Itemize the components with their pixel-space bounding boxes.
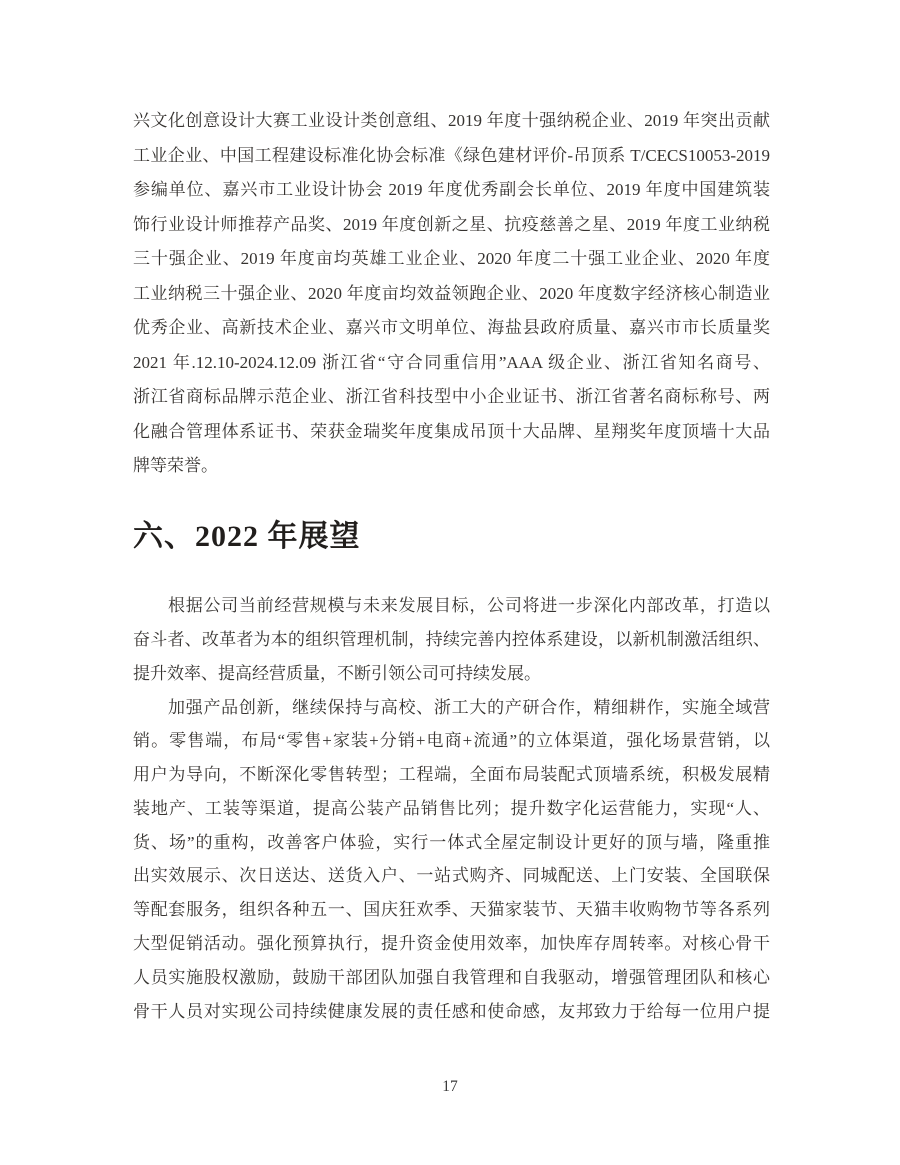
- text-line: 用户为导向，不断深化零售转型；工程端，全面布局装配式顶墙系统，积极发展精: [133, 765, 770, 785]
- text-line: 工业企业、中国工程建设标准化协会标准《绿色建材评价-吊顶系 T/CECS10053-2019: [133, 145, 770, 165]
- text-line: 浙江省商标品牌示范企业、浙江省科技型中小企业证书、浙江省著名商标称号、两: [133, 387, 770, 406]
- text-line: 优秀企业、高新技术企业、嘉兴市文明单位、海盐县政府质量、嘉兴市市长质量奖: [133, 318, 770, 337]
- text-line: 饰行业设计师推荐产品奖、2019 年度创新之星、抗疫慈善之星、2019 年度工业纳税: [133, 214, 770, 234]
- text-line: 骨干人员对实现公司持续健康发展的责任感和使命感，友邦致力于给每一位用户提: [133, 1001, 770, 1021]
- text-line: 加强产品创新，继续保持与高校、浙工大的产研合作，精细耕作，实施全域营: [168, 697, 770, 717]
- text-line: 牌等荣誉。: [133, 456, 218, 475]
- text-line: 2021 年.12.10-2024.12.09 浙江省“守合同重信用”AAA 级企业、浙江省知名商号、: [133, 352, 770, 372]
- paragraph-outlook-strategy: [133, 691, 770, 1029]
- text-line: 根据公司当前经营规模与未来发展目标，公司将进一步深化内部改革，打造以: [168, 595, 770, 615]
- section-heading: 六、2022 年展望: [133, 519, 361, 553]
- paragraph-outlook-overview: [133, 589, 770, 691]
- text-line: 人员实施股权激励，鼓励干部团队加强自我管理和自我驱动，增强管理团队和核心: [133, 967, 770, 987]
- text-line: 化融合管理体系证书、荣获金瑞奖年度集成吊顶十大品牌、星翔奖年度顶墙十大品: [133, 421, 770, 441]
- text-line: 货、场”的重构，改善客户体验，实行一体式全屋定制设计更好的顶与墙，隆重推: [133, 832, 770, 852]
- paragraph-honors-continued: [133, 104, 770, 484]
- text-line: 三十强企业、2019 年度亩均英雄工业企业、2020 年度二十强工业企业、2020 年度: [133, 249, 770, 268]
- text-line: 提升效率、提高经营质量，不断引领公司可持续发展。: [133, 663, 541, 683]
- text-line: 销。零售端，布局“零售+家装+分销+电商+流通”的立体渠道，强化场景营销，以: [133, 731, 770, 751]
- text-line: 出实效展示、次日送达、送货入户、一站式购齐、同城配送、上门安装、全国联保: [133, 866, 770, 886]
- text-line: 奋斗者、改革者为本的组织管理机制，持续完善内控体系建设，以新机制激活组织、: [133, 629, 770, 649]
- text-line: 工业纳税三十强企业、2020 年度亩均效益领跑企业、2020 年度数字经济核心制造业: [133, 283, 770, 303]
- text-line: 参编单位、嘉兴市工业设计协会 2019 年度优秀副会长单位、2019 年度中国建筑装: [133, 180, 770, 199]
- page-number: 17: [442, 1078, 458, 1095]
- text-line: 装地产、工装等渠道，提高公装产品销售比列；提升数字化运营能力，实现“人、: [133, 798, 770, 818]
- text-line: 兴文化创意设计大赛工业设计类创意组、2019 年度十强纳税企业、2019 年突出贡献: [133, 111, 770, 130]
- page-content: [133, 104, 770, 1028]
- text-line: 大型促销活动。强化预算执行，提升资金使用效率，加快库存周转率。对核心骨干: [133, 934, 770, 954]
- text-line: 等配套服务，组织各种五一、国庆狂欢季、天猫家装节、天猫丰收购物节等各系列: [133, 900, 770, 920]
